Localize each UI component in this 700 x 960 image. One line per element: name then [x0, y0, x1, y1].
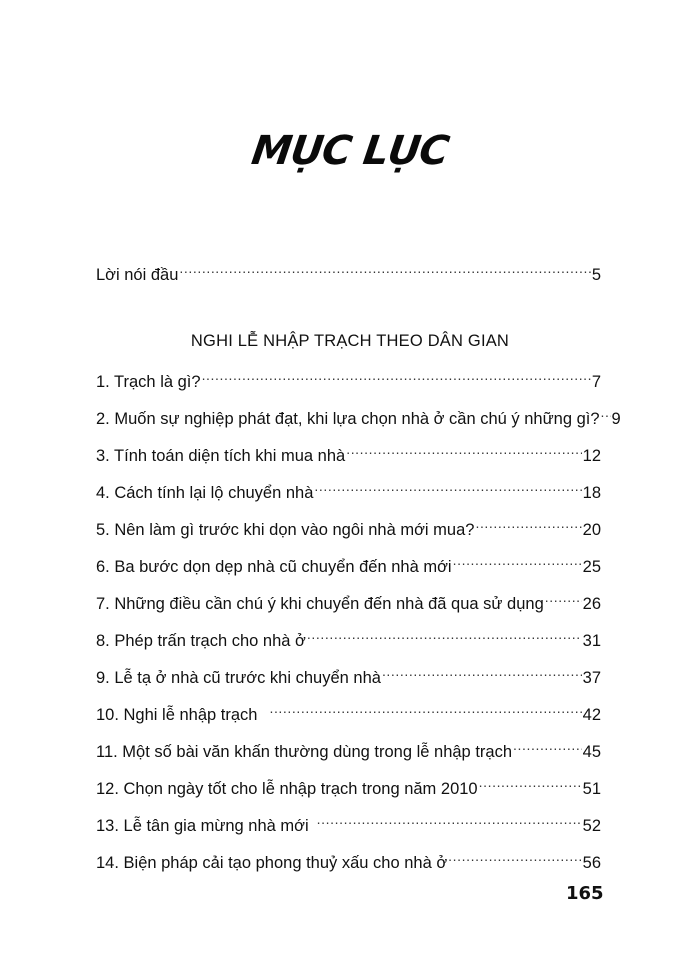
toc-entry[interactable] — [96, 774, 601, 799]
toc-entry-page: 26 — [582, 595, 601, 613]
page-title: MỤC LỤC — [248, 128, 452, 174]
dot-leader — [382, 663, 582, 683]
toc-entry-label: 11. Một số bài văn khấn thường dùng trong lễ nhập trạch — [96, 743, 512, 761]
dot-leader — [317, 811, 582, 831]
toc-entry-page: 25 — [582, 558, 601, 576]
toc-entry-page: 31 — [582, 632, 601, 650]
toc-entry[interactable] — [96, 589, 601, 614]
toc-entry[interactable] — [96, 663, 601, 688]
dot-leader — [513, 737, 582, 757]
toc-entry-label: 4. Cách tính lại lộ chuyển nhà — [96, 484, 314, 502]
toc-entry-page: 20 — [582, 521, 601, 539]
toc-entry-page: 18 — [582, 484, 601, 502]
toc-entry[interactable] — [96, 478, 601, 503]
dot-leader — [179, 260, 590, 280]
toc-entry-preface[interactable] — [96, 260, 601, 285]
toc-entry-label: 6. Ba bước dọn dẹp nhà cũ chuyển đến nhà mới — [96, 558, 452, 576]
toc-entry-label: Lời nói đầu — [96, 266, 179, 284]
toc-entry-page: 52 — [582, 817, 601, 835]
toc-entry-label: 9. Lễ tạ ở nhà cũ trước khi chuyển nhà — [96, 669, 381, 687]
toc-entry[interactable] — [96, 811, 601, 836]
toc-entry-label: 7. Những điều cần chú ý khi chuyển đến nhà đã qua sử dụng — [96, 595, 544, 613]
toc-entry[interactable] — [96, 404, 621, 429]
toc-entry-page: 56 — [582, 854, 601, 872]
toc-entry-label: 8. Phép trấn trạch cho nhà ở — [96, 632, 306, 650]
toc-entry-label: 2. Muốn sự nghiệp phát đạt, khi lựa chọn nhà ở cần chú ý những gì? — [96, 410, 600, 428]
toc-entry-label: 5. Nên làm gì trước khi dọn vào ngôi nhà mới mua? — [96, 521, 475, 539]
toc-entry-page: 12 — [582, 447, 601, 465]
toc-entry-page: 9 — [611, 410, 621, 428]
dot-leader — [479, 774, 582, 794]
dot-leader — [307, 626, 582, 646]
toc-entry-label: 1. Trạch là gì? — [96, 373, 201, 391]
toc-entry-page: 45 — [582, 743, 601, 761]
toc-entry-page: 37 — [582, 669, 601, 687]
toc-entry-page: 5 — [591, 266, 601, 284]
toc-entry-label: 10. Nghi lễ nhập trạch — [96, 706, 258, 724]
toc-entry[interactable] — [96, 441, 601, 466]
toc-entry[interactable] — [96, 700, 601, 725]
toc-entry[interactable] — [96, 737, 601, 762]
dot-leader — [545, 589, 582, 609]
toc-entry-page: 51 — [582, 780, 601, 798]
section-heading: NGHI LỄ NHẬP TRẠCH THEO DÂN GIAN — [190, 332, 510, 350]
toc-entry-label: 3. Tính toán diện tích khi mua nhà — [96, 447, 346, 465]
dot-leader — [453, 552, 582, 572]
toc-entry[interactable] — [96, 515, 601, 540]
dot-leader — [314, 478, 581, 498]
toc-entry-label: 14. Biện pháp cải tạo phong thuỷ xấu cho nhà ở — [96, 854, 448, 872]
dot-leader — [202, 367, 591, 387]
dot-leader — [601, 404, 611, 424]
toc-entry-page: 7 — [591, 373, 601, 391]
toc-entry[interactable] — [96, 626, 601, 651]
toc-entry-label: 13. Lễ tân gia mừng nhà mới — [96, 817, 309, 835]
dot-leader — [269, 700, 581, 720]
toc-entry-page: 42 — [582, 706, 601, 724]
dot-leader — [346, 441, 581, 461]
dot-leader — [475, 515, 581, 535]
toc-entry[interactable] — [96, 552, 601, 577]
toc-entry[interactable] — [96, 367, 601, 392]
page-number: 165 — [566, 883, 604, 904]
toc-entry-label: 12. Chọn ngày tốt cho lễ nhập trạch trong năm 2010 — [96, 780, 478, 798]
dot-leader — [448, 848, 581, 868]
toc-entry[interactable] — [96, 848, 601, 873]
